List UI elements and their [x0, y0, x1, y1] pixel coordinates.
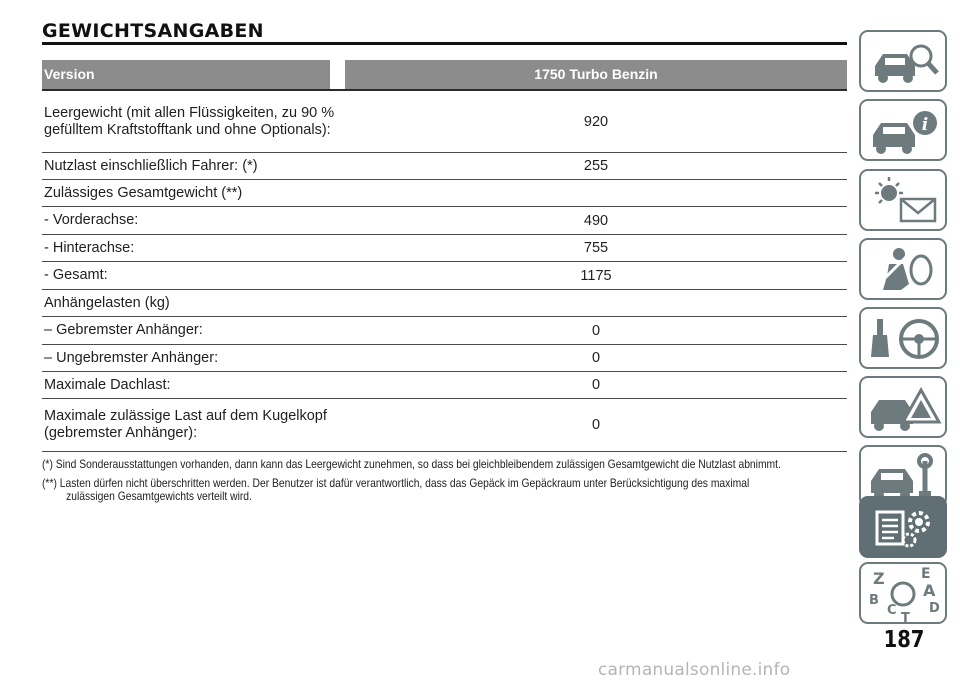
row-value: 255 — [583, 158, 609, 174]
page-number: 187 — [883, 627, 925, 653]
car-magnifier-icon — [861, 32, 949, 94]
row-label: Zulässiges Gesamtgewicht (**) — [44, 184, 243, 201]
chapter-tab-instruments[interactable] — [859, 99, 947, 161]
row-label: – Ungebremster Anhänger: — [44, 349, 219, 366]
table-row — [42, 344, 847, 371]
alphabetical-index-icon — [861, 564, 949, 626]
row-label: Nutzlast einschließlich Fahrer: (*) — [44, 157, 258, 174]
seat-airbag-icon — [861, 240, 949, 302]
index-letter: B — [869, 593, 879, 608]
index-letter: A — [923, 581, 936, 600]
weights-table — [42, 89, 847, 452]
chapter-tab-technical-data[interactable] — [859, 496, 947, 558]
row-value: 920 — [583, 113, 609, 130]
warning-light-message-icon — [861, 171, 949, 233]
watermark: carmanualsonline.info — [598, 660, 791, 680]
row-value: 490 — [583, 212, 609, 229]
table-row — [42, 289, 847, 316]
table-row — [42, 152, 847, 179]
table-row — [42, 206, 847, 234]
table-row — [42, 234, 847, 261]
header-version: Version — [42, 60, 330, 89]
row-value: 0 — [591, 322, 601, 339]
table-row — [42, 316, 847, 344]
table-row — [42, 89, 847, 152]
index-letter: D — [929, 601, 940, 616]
title-rule — [42, 42, 847, 45]
row-value: 0 — [591, 350, 601, 366]
technical-data-gear-icon — [861, 498, 949, 560]
footnotes — [42, 458, 842, 509]
row-value: 0 — [591, 377, 601, 393]
chapter-tab-emergency[interactable] — [859, 376, 947, 438]
footnote-2-line-2: zulässigen Gesamtgewichts verteilt wird. — [66, 489, 252, 503]
table-row — [42, 398, 847, 451]
chapter-tab-starting-driving[interactable] — [859, 307, 947, 369]
svg-text:i: i — [921, 115, 929, 135]
page-title: GEWICHTSANGABEN — [42, 20, 264, 42]
row-label: Anhängelasten (kg) — [44, 294, 170, 311]
table-row — [42, 371, 847, 398]
row-label: Maximale Dachlast: — [44, 376, 171, 393]
footnote-2 — [42, 477, 842, 503]
index-letter: T — [901, 611, 910, 626]
index-letter: C — [887, 603, 897, 618]
table-row — [42, 179, 847, 206]
index-letter: E — [921, 566, 931, 582]
table-row — [42, 261, 847, 289]
row-label: - Hinterachse: — [44, 239, 135, 256]
row-label: Leergewicht (mit allen Flüssigkeiten, zu 90 % gefülltem Kraftstofftank und ohne Optionals): — [44, 104, 335, 138]
table-header — [42, 60, 847, 89]
car-info-icon — [861, 101, 949, 163]
car-emergency-icon — [861, 378, 949, 440]
footnote-1: (*) Sind Sonderausstattungen vorhanden, dann kann das Leergewicht zunehmen, so dass bei gleichbleibendem zulässigen Gesamtgewicht die Nutzlast abnimmt. — [42, 457, 781, 471]
chapter-tab-vehicle-overview[interactable] — [859, 30, 947, 92]
row-label: Maximale zulässige Last auf dem Kugelkopf (gebremster Anhänger): — [44, 408, 327, 441]
row-value: 0 — [591, 417, 601, 433]
row-label: - Vorderachse: — [44, 212, 139, 228]
row-label: - Gesamt: — [44, 267, 108, 283]
chapter-tab-index[interactable] — [859, 562, 947, 624]
chapter-tab-safety[interactable] — [859, 238, 947, 300]
header-engine: 1750 Turbo Benzin — [345, 60, 847, 89]
row-value: 1175 — [580, 267, 612, 284]
table-bottom-rule — [42, 451, 847, 452]
key-steering-wheel-icon — [861, 309, 949, 371]
chapter-tab-warning-lights[interactable] — [859, 169, 947, 231]
index-letter: Z — [873, 569, 885, 588]
row-value: 755 — [583, 240, 609, 256]
footnote-2-line-1: (**) Lasten dürfen nicht überschritten werden. Der Benutzer ist dafür verantwortlich, dass das Gepäck im Gepäckraum unter Berücksichtigung des maximal — [42, 476, 750, 490]
row-label: – Gebremster Anhänger: — [44, 322, 203, 338]
